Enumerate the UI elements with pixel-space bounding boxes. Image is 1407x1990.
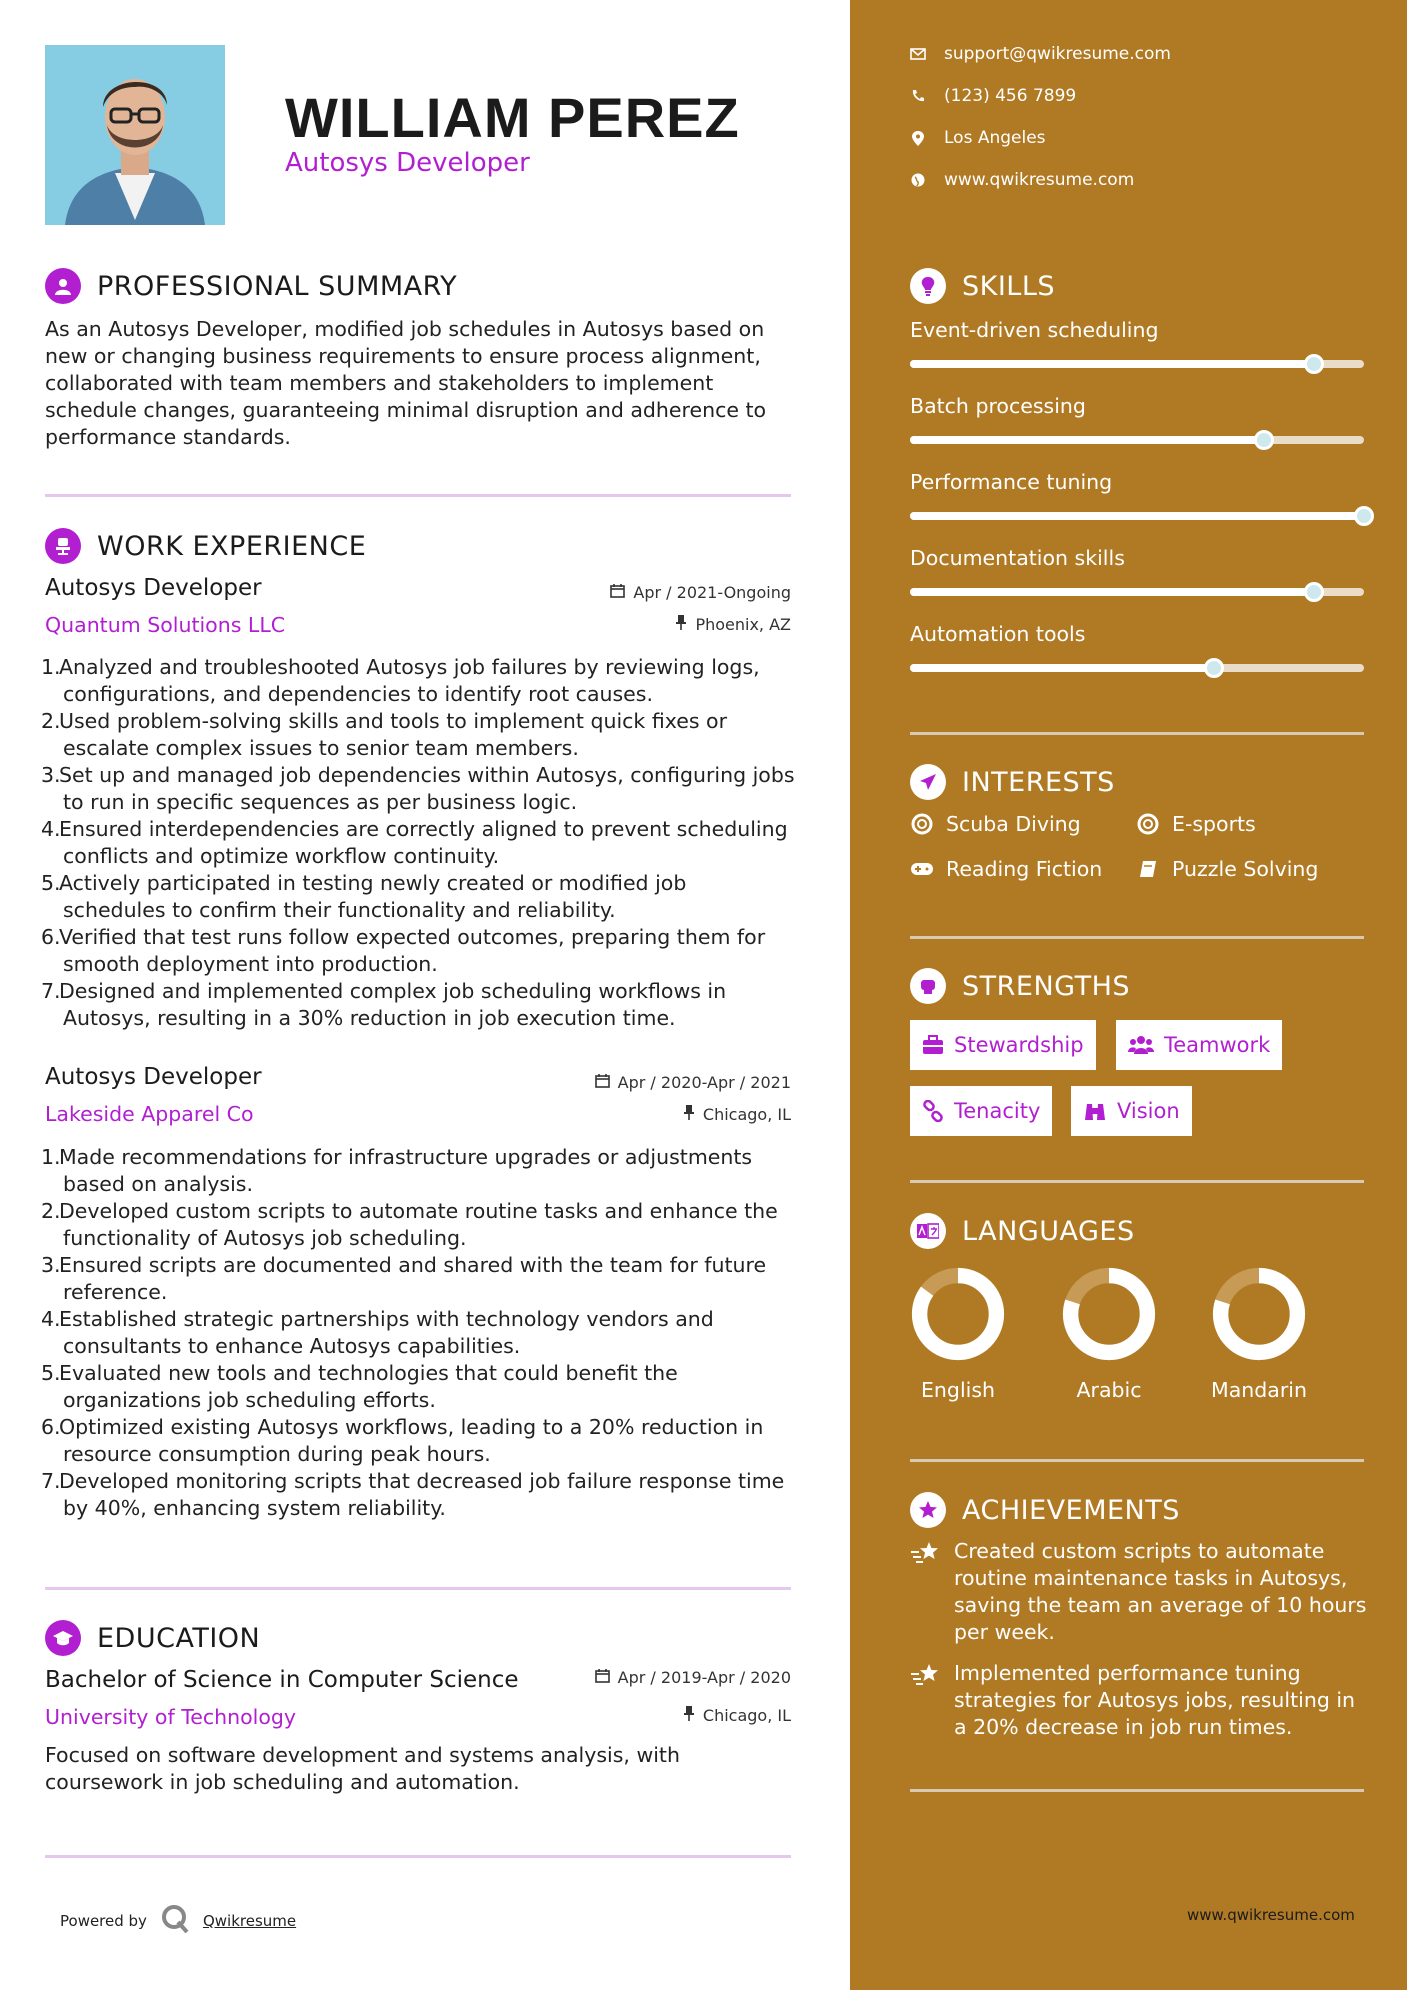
phone-icon xyxy=(910,89,926,103)
users-icon xyxy=(1128,1035,1154,1055)
list-item: Established strategic partnerships with technology vendors and consultants to enhance Autosys capabilities. xyxy=(59,1307,714,1358)
divider xyxy=(45,1587,791,1590)
job-title: Autosys Developer xyxy=(45,1064,262,1090)
company-name: Lakeside Apparel Co xyxy=(45,1102,254,1126)
list-item: Ensured interdependencies are correctly aligned to prevent scheduling conflicts and optimize workflow continuity. xyxy=(59,817,788,868)
list-item: Verified that test runs follow expected outcomes, preparing them for smooth deployment into production. xyxy=(59,925,766,976)
divider xyxy=(910,1459,1364,1462)
strength-label: Stewardship xyxy=(954,1033,1084,1057)
language-item xyxy=(898,1266,1018,1402)
job-duties xyxy=(45,1144,795,1522)
achievement-text: Created custom scripts to automate routine maintenance tasks in Autosys, saving the team an average of 10 hours per week. xyxy=(954,1539,1367,1644)
divider xyxy=(910,1789,1364,1792)
skill-slider-fill xyxy=(910,664,1214,672)
pin-icon xyxy=(683,1105,695,1124)
divider xyxy=(45,1855,791,1858)
job-location-text: Chicago, IL xyxy=(702,1105,791,1124)
lightbulb-icon xyxy=(910,268,946,304)
degree: Bachelor of Science in Computer Science xyxy=(45,1667,519,1693)
summary-heading-label: PROFESSIONAL SUMMARY xyxy=(97,270,458,302)
education-dates-text: Apr / 2019-Apr / 2020 xyxy=(617,1668,791,1687)
languages-heading-label: LANGUAGES xyxy=(962,1215,1135,1247)
contact-email[interactable] xyxy=(910,44,1171,64)
language-name: Arabic xyxy=(1076,1378,1142,1402)
list-item: Made recommendations for infrastructure upgrades or adjustments based on analysis. xyxy=(59,1145,753,1196)
chair-icon xyxy=(45,528,81,564)
strengths-heading-label: STRENGTHS xyxy=(962,970,1131,1002)
language-name: English xyxy=(920,1378,996,1402)
skill-slider[interactable] xyxy=(910,512,1364,520)
skill-slider-handle[interactable] xyxy=(1304,354,1324,374)
strength-chip xyxy=(910,1086,1052,1136)
interest-label: Puzzle Solving xyxy=(1172,857,1319,881)
languages-heading xyxy=(910,1213,1135,1249)
language-ring xyxy=(910,1266,1006,1362)
candidate-name: WILLIAM PEREZ xyxy=(285,86,740,149)
job-location-text: Phoenix, AZ xyxy=(695,615,791,634)
language-ring xyxy=(1061,1266,1157,1362)
map-marker-icon xyxy=(910,131,926,146)
gamepad-icon xyxy=(910,861,934,877)
education-heading-label: EDUCATION xyxy=(97,1622,261,1654)
interest-item xyxy=(910,857,1102,881)
footer-website[interactable]: www.qwikresume.com xyxy=(1187,1906,1355,1924)
interest-label: Reading Fiction xyxy=(946,857,1103,881)
job-title: Autosys Developer xyxy=(45,575,262,601)
interest-item xyxy=(1136,857,1318,881)
interest-label: E-sports xyxy=(1172,812,1256,836)
fist-icon xyxy=(910,968,946,1004)
skill-slider[interactable] xyxy=(910,360,1364,368)
list-item: Designed and implemented complex job scheduling workflows in Autosys, resulting in a 30% reduction in job execution time. xyxy=(59,979,727,1030)
paper-plane-icon xyxy=(910,764,946,800)
skill-slider-fill xyxy=(910,436,1264,444)
skill-slider[interactable] xyxy=(910,588,1364,596)
job-location xyxy=(683,1105,791,1124)
education-location-text: Chicago, IL xyxy=(702,1706,791,1725)
interests-heading xyxy=(910,764,1115,800)
translate-icon xyxy=(910,1213,946,1249)
list-item: Developed custom scripts to automate routine tasks and enhance the functionality of Autosys job scheduling. xyxy=(59,1199,778,1250)
list-item: Optimized existing Autosys workflows, leading to a 20% reduction in resource consumption during peak hours. xyxy=(59,1415,764,1466)
strength-label: Tenacity xyxy=(954,1099,1041,1123)
skill-slider-fill xyxy=(910,512,1364,520)
skill-slider[interactable] xyxy=(910,664,1364,672)
list-item: Evaluated new tools and technologies that could benefit the organizations job scheduling efforts. xyxy=(59,1361,678,1412)
achievements-heading-label: ACHIEVEMENTS xyxy=(962,1494,1180,1526)
job-dates xyxy=(595,1073,791,1092)
interest-label: Scuba Diving xyxy=(946,812,1081,836)
interest-item xyxy=(1136,812,1256,836)
language-item xyxy=(1049,1266,1169,1402)
contact-location-text: Los Angeles xyxy=(944,128,1046,148)
summary-text: As an Autosys Developer, modified job schedules in Autosys based on new or changing business requirements to ensure process alignment, collaborated with team members and stakeholders to implement schedule changes, guaranteeing minimal disruption and adherence to performance standards. xyxy=(45,317,767,449)
company-name: Quantum Solutions LLC xyxy=(45,613,286,637)
job-dates xyxy=(610,583,791,602)
list-item: Developed monitoring scripts that decreased job failure response time by 40%, enhancing system reliability. xyxy=(59,1469,785,1520)
shooting-star-icon xyxy=(910,1538,940,1646)
job-location xyxy=(675,615,791,634)
strength-chip xyxy=(910,1020,1096,1070)
candidate-title: Autosys Developer xyxy=(285,148,530,178)
education-description: Focused on software development and systems analysis, with coursework in job scheduling and automation. xyxy=(45,1743,680,1794)
calendar-icon xyxy=(595,1073,610,1092)
skill-slider-handle[interactable] xyxy=(1304,582,1324,602)
interests-heading-label: INTERESTS xyxy=(962,766,1115,798)
binoculars-icon xyxy=(1083,1100,1107,1122)
life-ring-icon xyxy=(910,813,934,835)
qwikresume-link[interactable]: Qwikresume xyxy=(202,1912,297,1930)
divider xyxy=(910,1180,1364,1183)
skill-slider[interactable] xyxy=(910,436,1364,444)
strength-chip xyxy=(1071,1086,1192,1136)
education-heading xyxy=(45,1620,260,1656)
skill-name: Documentation skills xyxy=(910,546,1125,570)
language-ring xyxy=(1211,1266,1307,1362)
skill-slider-handle[interactable] xyxy=(1254,430,1274,450)
calendar-icon xyxy=(610,583,625,602)
skill-name: Batch processing xyxy=(910,394,1086,418)
job-duties xyxy=(45,654,795,1032)
skill-slider-fill xyxy=(910,360,1314,368)
list-item: Used problem-solving skills and tools to implement quick fixes or escalate complex issues to senior team members. xyxy=(59,709,728,760)
star-badge-icon xyxy=(910,1492,946,1528)
skill-slider-handle[interactable] xyxy=(1354,506,1374,526)
achievement-text: Implemented performance tuning strategies for Autosys jobs, resulting in a 20% decrease in job run times. xyxy=(954,1661,1356,1739)
education-dates xyxy=(595,1668,791,1687)
skills-heading xyxy=(910,268,1055,304)
life-ring-icon xyxy=(1136,813,1160,835)
strengths-heading xyxy=(910,968,1130,1004)
divider xyxy=(910,936,1364,939)
powered-by xyxy=(60,1904,296,1938)
globe-icon xyxy=(910,173,926,187)
strength-label: Teamwork xyxy=(1164,1033,1271,1057)
job-dates-text: Apr / 2020-Apr / 2021 xyxy=(617,1073,791,1092)
contact-website-text: www.qwikresume.com xyxy=(944,170,1135,190)
language-name: Mandarin xyxy=(1211,1378,1307,1402)
contact-location xyxy=(910,128,1046,148)
strength-chip xyxy=(1116,1020,1282,1070)
list-item: Ensured scripts are documented and shared with the team for future reference. xyxy=(59,1253,767,1304)
profile-photo xyxy=(45,45,225,225)
achievement-item xyxy=(910,1538,1370,1646)
list-item: Set up and managed job dependencies within Autosys, configuring jobs to run in specific sequences as per business logic. xyxy=(59,763,795,814)
shooting-star-icon xyxy=(910,1660,940,1741)
contact-website[interactable] xyxy=(910,170,1134,190)
skill-name: Automation tools xyxy=(910,622,1086,646)
book-icon xyxy=(1136,859,1160,879)
contact-email-text: support@qwikresume.com xyxy=(944,44,1171,64)
briefcase-icon xyxy=(922,1035,944,1055)
divider xyxy=(910,732,1364,735)
education-location xyxy=(683,1706,791,1725)
summary-heading xyxy=(45,268,457,304)
envelope-icon xyxy=(910,48,926,60)
experience-heading xyxy=(45,528,366,564)
graduation-cap-icon xyxy=(45,1620,81,1656)
divider xyxy=(45,494,791,497)
link-icon xyxy=(922,1100,944,1122)
user-icon xyxy=(45,268,81,304)
skill-name: Event-driven scheduling xyxy=(910,318,1159,342)
list-item: Analyzed and troubleshooted Autosys job failures by reviewing logs, configurations, and dependencies to identify root causes. xyxy=(59,655,760,706)
language-item xyxy=(1199,1266,1319,1402)
achievement-item xyxy=(910,1660,1370,1741)
pin-icon xyxy=(683,1706,695,1725)
list-item: Actively participated in testing newly created or modified job schedules to confirm their functionality and reliability. xyxy=(59,871,687,922)
calendar-icon xyxy=(595,1668,610,1687)
school-name: University of Technology xyxy=(45,1705,297,1729)
achievements-heading xyxy=(910,1492,1180,1528)
skills-heading-label: SKILLS xyxy=(962,270,1056,302)
pin-icon xyxy=(675,615,687,634)
qwikresume-logo-icon xyxy=(161,1904,189,1938)
job-dates-text: Apr / 2021-Ongoing xyxy=(633,583,791,602)
strength-label: Vision xyxy=(1117,1099,1180,1123)
skill-name: Performance tuning xyxy=(910,470,1113,494)
powered-by-label: Powered by xyxy=(60,1912,147,1930)
interest-item xyxy=(910,812,1081,836)
skill-slider-fill xyxy=(910,588,1314,596)
experience-heading-label: WORK EXPERIENCE xyxy=(97,530,367,562)
contact-phone[interactable] xyxy=(910,86,1076,106)
contact-phone-text: (123) 456 7899 xyxy=(944,86,1077,106)
